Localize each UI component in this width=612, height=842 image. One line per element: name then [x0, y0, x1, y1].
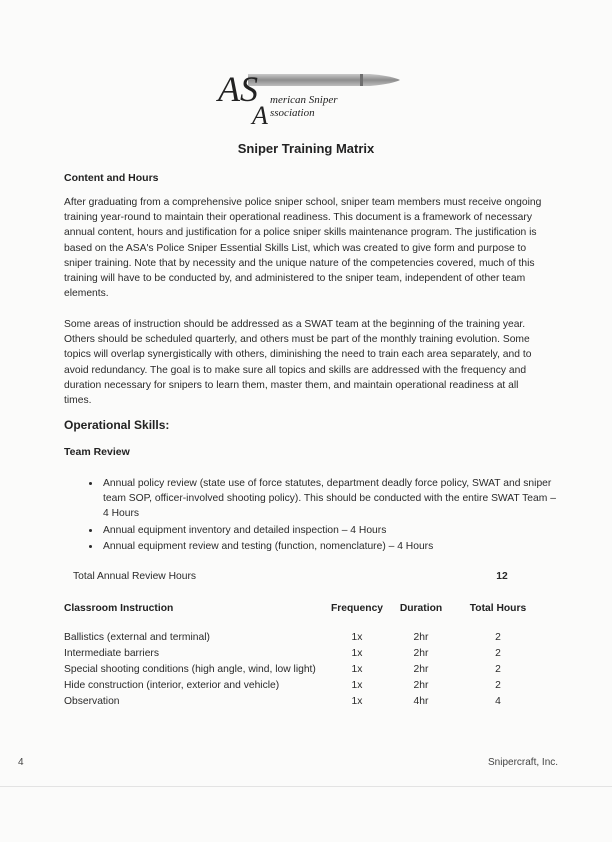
total-review-label: Total Annual Review Hours	[73, 571, 197, 582]
cell-topic: Special shooting conditions (high angle, wind, low light)	[64, 664, 316, 675]
cell-total: 2	[495, 648, 501, 659]
table-row	[0, 648, 612, 664]
logo-initial: A	[252, 101, 268, 128]
page-number: 4	[18, 757, 24, 768]
cell-duration: 4hr	[413, 696, 429, 707]
cell-duration: 2hr	[413, 648, 429, 659]
column-header-classroom: Classroom Instruction	[64, 603, 174, 614]
cell-topic: Observation	[64, 696, 120, 707]
scheduling-paragraph: Some areas of instruction should be addressed as a SWAT team at the beginning of the training year. Others should be scheduled quarterly, and others must be part of the monthly training evolution. Some topics will overlap synergistically with others, diminishing the need to train each area separately, and to avoid redundancy. The goal is to make sure all topics and skills are addressed with the frequency and duration necessary for snipers to learn them, master them, and maintain operational readiness at all times.	[64, 319, 532, 407]
logo-letters: AS	[218, 69, 258, 109]
cell-topic: Intermediate barriers	[64, 648, 159, 659]
total-review-value: 12	[496, 571, 508, 582]
list-item: • Annual equipment review and testing (function, nomenclature) – 4 Hours	[101, 539, 561, 554]
cell-total: 2	[495, 664, 501, 675]
intro-paragraph: After graduating from a comprehensive police sniper school, sniper team members must receive ongoing training year-round to maintain their operational readiness. This document is a framework of necessary annual content, hours and justification for a police sniper skills maintenance program. The justification is based on the ASA's Police Sniper Essential Skills List, which was created to give form and purpose to sniper training. Note that by necessity and the unique nature of the competencies covered, much of this training will have to be conducted by, and administered to the sniper team, independent of other team elements.	[64, 197, 542, 300]
table-row	[0, 680, 612, 696]
cell-frequency: 1x	[351, 632, 363, 643]
footer-brand: Snipercraft, Inc.	[488, 757, 559, 768]
document-title: Sniper Training Matrix	[237, 141, 375, 156]
table-row	[0, 632, 612, 648]
cell-total: 4	[495, 696, 501, 707]
list-item: • Annual policy review (state use of force statutes, department deadly force policy, SWAT and sniper team SOP, officer-involved shooting policy). This should be conducted with the entire SWAT Team – 4 Hours	[101, 476, 561, 522]
cell-frequency: 1x	[351, 680, 363, 691]
list-item: • Annual equipment inventory and detailed inspection – 4 Hours	[101, 523, 561, 538]
cell-frequency: 1x	[351, 696, 363, 707]
cell-duration: 2hr	[413, 680, 429, 691]
cell-duration: 2hr	[413, 664, 429, 675]
content-heading: Content and Hours	[64, 172, 159, 184]
cell-frequency: 1x	[351, 648, 363, 659]
operational-skills-heading: Operational Skills:	[64, 418, 170, 432]
cell-duration: 2hr	[413, 632, 429, 643]
column-header-total-hours: Total Hours	[469, 603, 527, 614]
cell-frequency: 1x	[351, 664, 363, 675]
table-row	[0, 696, 612, 712]
column-header-frequency: Frequency	[330, 603, 384, 614]
cell-topic: Ballistics (external and terminal)	[64, 632, 210, 643]
cell-topic: Hide construction (interior, exterior and vehicle)	[64, 680, 280, 691]
team-review-heading: Team Review	[64, 446, 130, 458]
cell-total: 2	[495, 632, 501, 643]
column-header-duration: Duration	[399, 603, 443, 614]
team-review-list	[64, 476, 561, 555]
scan-divider	[0, 786, 612, 787]
logo-line-1: merican Sniper	[270, 94, 338, 106]
logo-line-2: ssociation	[270, 107, 315, 119]
table-row	[0, 664, 612, 680]
cell-total: 2	[495, 680, 501, 691]
asa-logo	[210, 66, 400, 128]
